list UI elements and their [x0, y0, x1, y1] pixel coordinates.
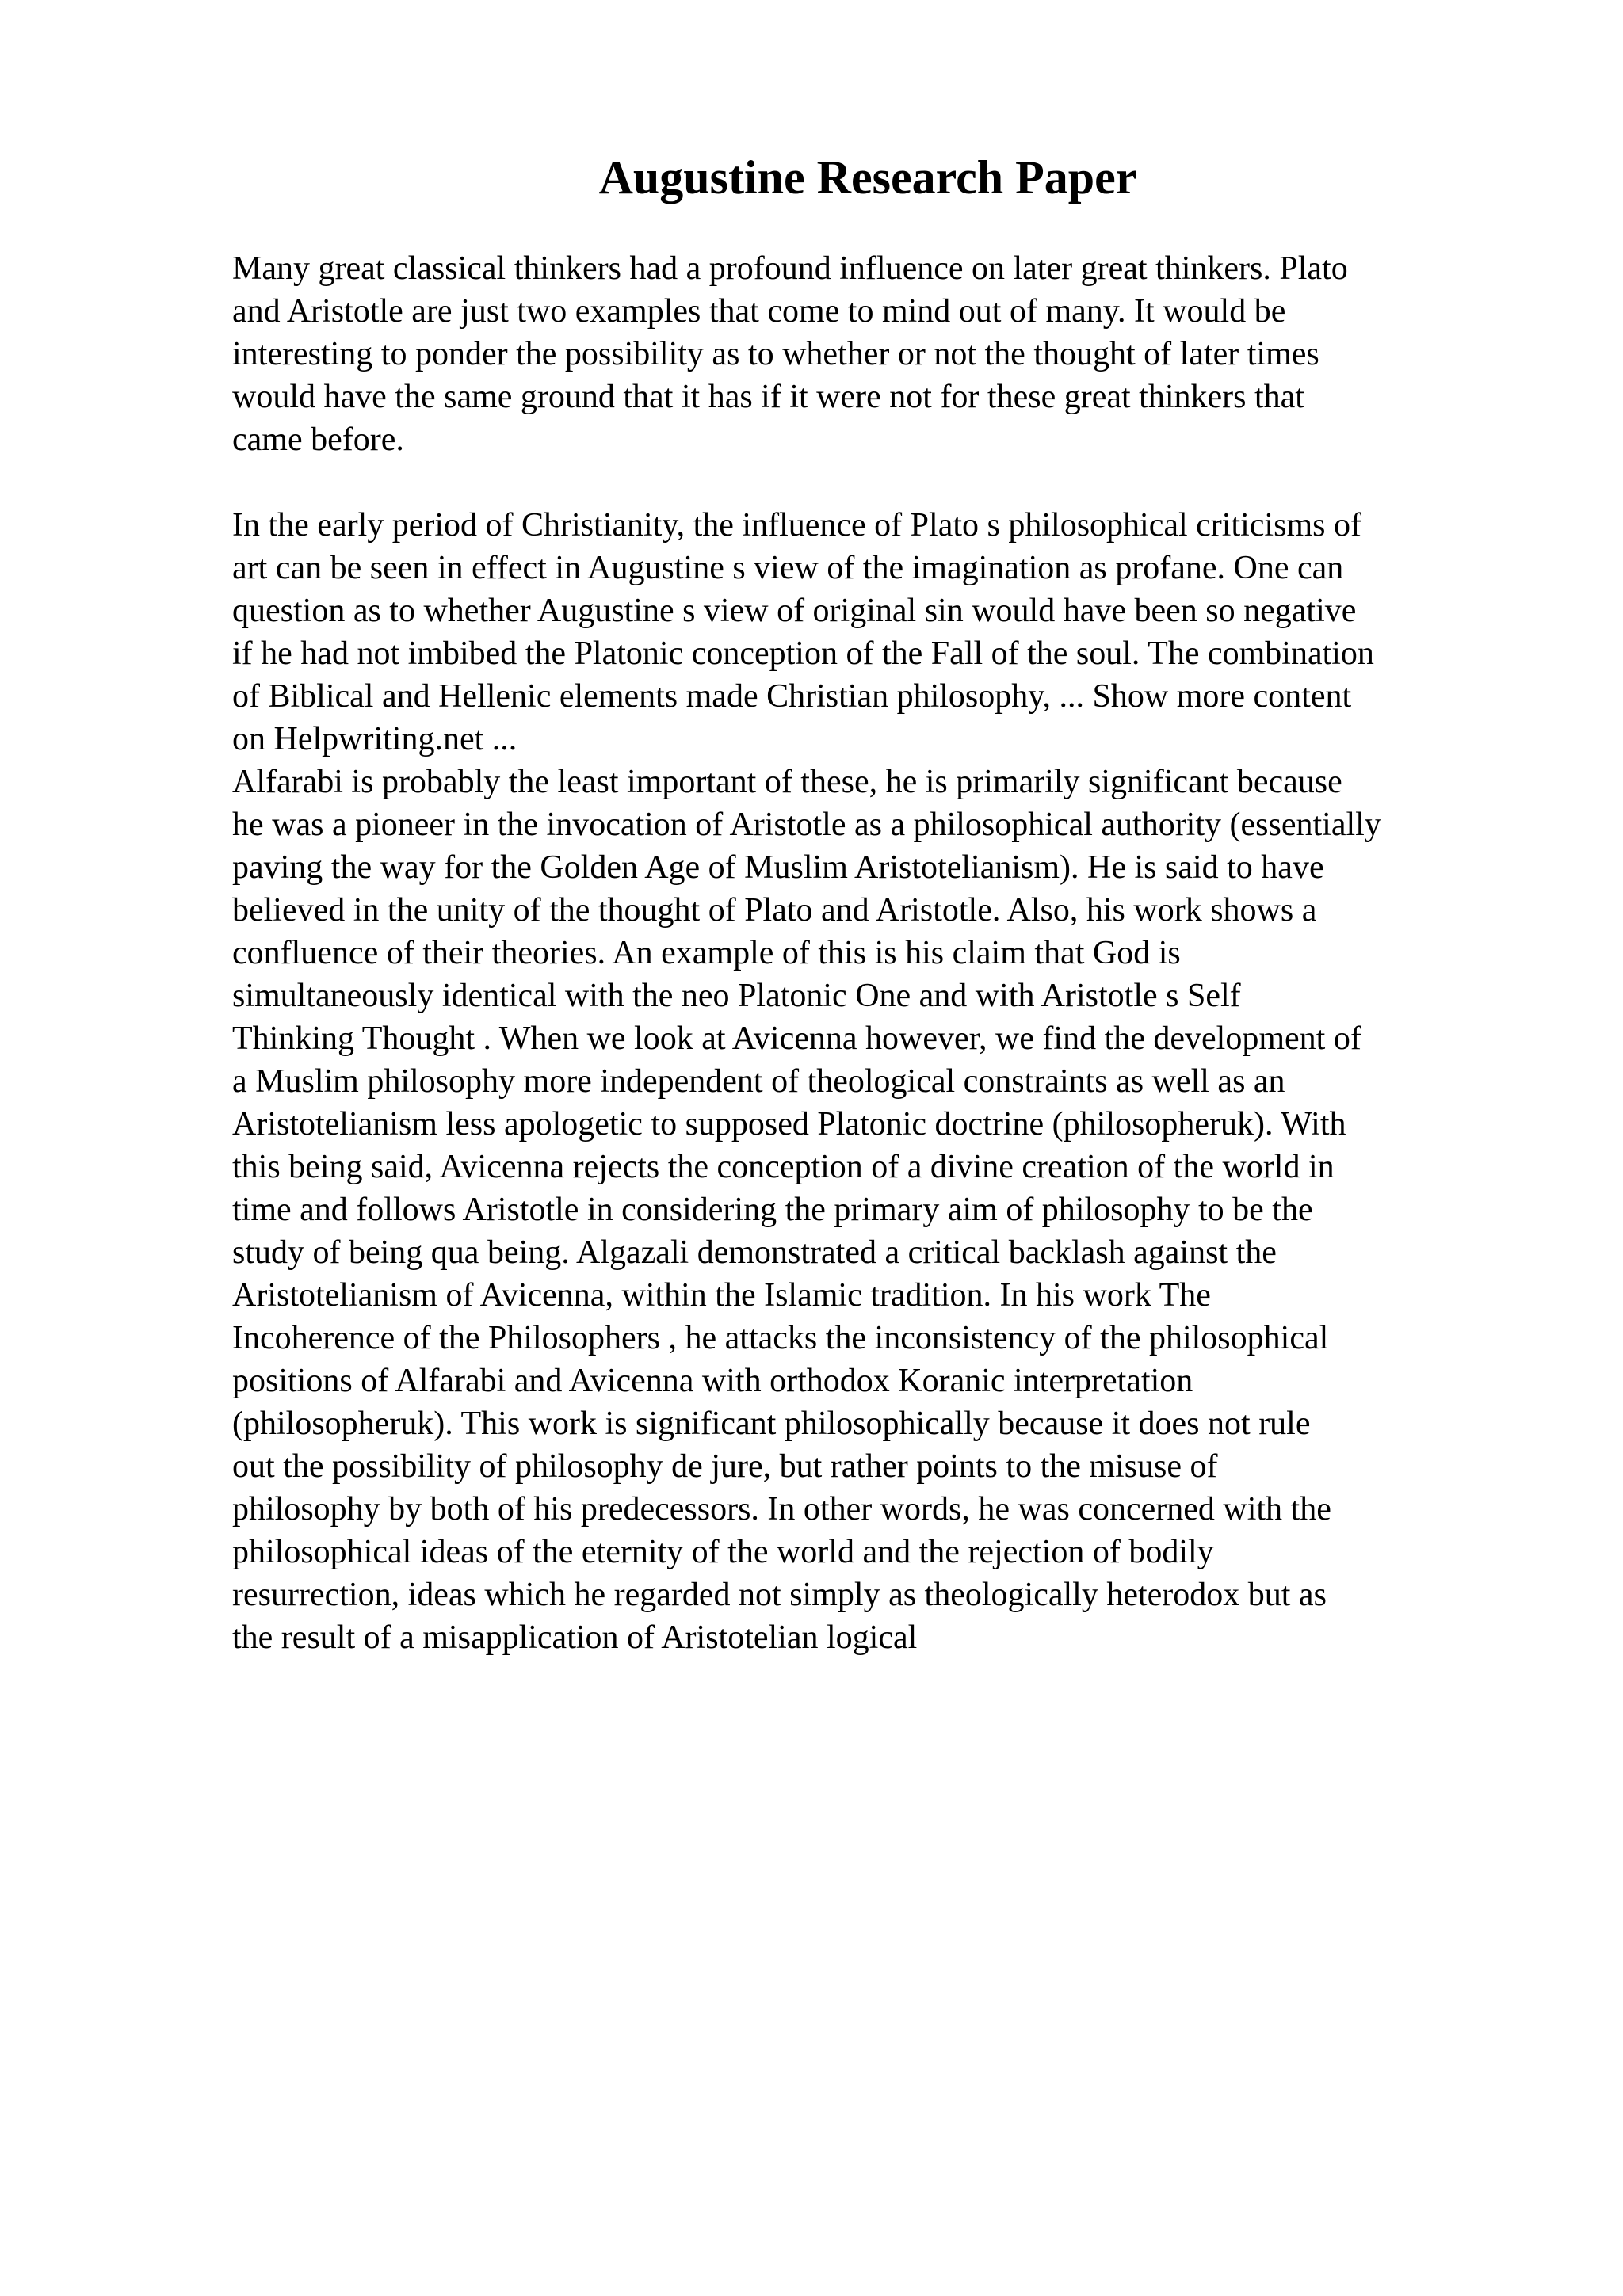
text-line: came before. — [232, 421, 404, 458]
text-line: would have the same ground that it has if it were not for these great thinkers that — [232, 379, 1304, 415]
text-line: of Biblical and Hellenic elements made Christian philosophy, ... Show more content — [232, 678, 1352, 715]
text-line: question as to whether Augustine s view of original sin would have been so negative — [232, 593, 1357, 629]
text-line: Incoherence of the Philosophers , he attacks the inconsistency of the philosophical — [232, 1320, 1329, 1356]
text-line: confluence of their theories. An example of this is his claim that God is — [232, 935, 1181, 971]
text-line: In the early period of Christianity, the influence of Plato s philosophical criticisms of — [232, 507, 1361, 543]
document-body — [232, 247, 1532, 1659]
text-line: simultaneously identical with the neo Platonic One and with Aristotle s Self — [232, 978, 1241, 1014]
text-line: this being said, Avicenna rejects the conception of a divine creation of the world in — [232, 1149, 1335, 1185]
text-line: on Helpwriting.net ... — [232, 721, 517, 757]
text-line: and Aristotle are just two examples that come to mind out of many. It would be — [232, 293, 1286, 330]
text-line: interesting to ponder the possibility as to whether or not the thought of later times — [232, 336, 1319, 372]
paragraph-alfarabi — [232, 761, 1532, 1659]
text-line: believed in the unity of the thought of Plato and Aristotle. Also, his work shows a — [232, 892, 1317, 929]
text-line: Thinking Thought . When we look at Avicenna however, we find the development of — [232, 1020, 1361, 1057]
text-line: Many great classical thinkers had a profound influence on later great thinkers. Plato — [232, 250, 1348, 287]
text-line: a Muslim philosophy more independent of theological constraints as well as an — [232, 1063, 1285, 1100]
paragraph-spacer — [232, 461, 1532, 504]
text-line: time and follows Aristotle in considering the primary aim of philosophy to be the — [232, 1192, 1313, 1228]
text-line: Alfarabi is probably the least important of these, he is primarily significant because — [232, 764, 1342, 800]
document-title: Augustine Research Paper — [598, 151, 1137, 204]
text-line: study of being qua being. Algazali demonstrated a critical backlash against the — [232, 1234, 1277, 1271]
text-line: he was a pioneer in the invocation of Aristotle as a philosophical authority (essentially — [232, 807, 1381, 843]
text-line: art can be seen in effect in Augustine s view of the imagination as profane. One can — [232, 550, 1344, 586]
text-line: if he had not imbibed the Platonic conception of the Fall of the soul. The combination — [232, 635, 1374, 672]
text-line: Aristotelianism less apologetic to supposed Platonic doctrine (philosopheruk). With — [232, 1106, 1346, 1142]
text-line: philosophical ideas of the eternity of the world and the rejection of bodily — [232, 1534, 1214, 1570]
paragraph-christianity — [232, 504, 1532, 761]
text-line: (philosopheruk). This work is significant philosophically because it does not rule — [232, 1405, 1311, 1442]
text-line: paving the way for the Golden Age of Muslim Aristotelianism). He is said to have — [232, 849, 1324, 886]
text-line: out the possibility of philosophy de jure, but rather points to the misuse of — [232, 1448, 1218, 1485]
paragraph-intro — [232, 247, 1532, 461]
text-line: positions of Alfarabi and Avicenna with orthodox Koranic interpretation — [232, 1363, 1193, 1399]
text-line: resurrection, ideas which he regarded not simply as theologically heterodox but as — [232, 1577, 1327, 1613]
text-line: philosophy by both of his predecessors. In other words, he was concerned with the — [232, 1491, 1331, 1527]
text-line: Aristotelianism of Avicenna, within the Islamic tradition. In his work The — [232, 1277, 1211, 1314]
text-line: the result of a misapplication of Aristotelian logical — [232, 1619, 918, 1656]
